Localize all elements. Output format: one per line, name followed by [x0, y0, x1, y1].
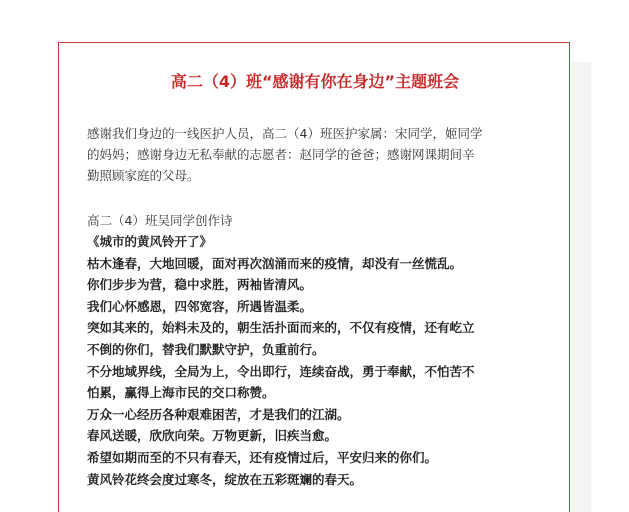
poem-line: 万众一心经历各种艰难困苦，才是我们的江湖。	[87, 406, 350, 422]
poem-line: 我们心怀感恩，四邻宽容，所遇皆温柔。	[87, 298, 313, 314]
article-card	[58, 42, 570, 512]
side-shadow	[571, 62, 591, 512]
poem-line: 黄风铃花终会度过寒冬，绽放在五彩斑斓的春天。	[87, 471, 363, 487]
poem-line: 不倒的你们，替我们默默守护，负重前行。	[87, 341, 325, 357]
intro-line: 勤照顾家庭的父母。	[87, 168, 200, 183]
poem	[87, 231, 557, 490]
poem-line: 突如其来的，始料未及的，朝生活扑面而来的，不仅有疫情，还有屹立	[87, 320, 475, 336]
poem-title: 《城市的黄风铃开了》	[87, 234, 213, 249]
poem-line: 不分地域界线，全局为上，令出即行，连续奋战，勇于奉献，不怕苦不	[87, 363, 475, 379]
intro-line: 感谢我们身边的一线医护人员，高二（4）班医护家属：宋同学，姬同学	[87, 126, 483, 141]
article-title: 高二（4）班“感谢有你在身边”主题班会	[170, 72, 460, 91]
poem-line: 你们步步为营，稳中求胜，两袖皆清风。	[87, 277, 313, 293]
poem-line: 怕累，赢得上海市民的交口称赞。	[87, 385, 275, 401]
poem-line: 春风送暖，欣欣向荣。万物更新，旧疾当愈。	[87, 428, 338, 444]
intro-paragraph	[87, 123, 542, 186]
poem-line: 枯木逢春，大地回暖，面对再次汹涌而来的疫情，却没有一丝慌乱。	[87, 255, 463, 271]
intro-line: 的妈妈；感谢身边无私奉献的志愿者：赵同学的爸爸；感谢网课期间辛	[87, 147, 475, 162]
poem-author: 高二（4）班吴同学创作诗	[87, 213, 233, 228]
poem-line: 希望如期而至的不只有春天，还有疫情过后，平安归来的你们。	[87, 449, 438, 465]
